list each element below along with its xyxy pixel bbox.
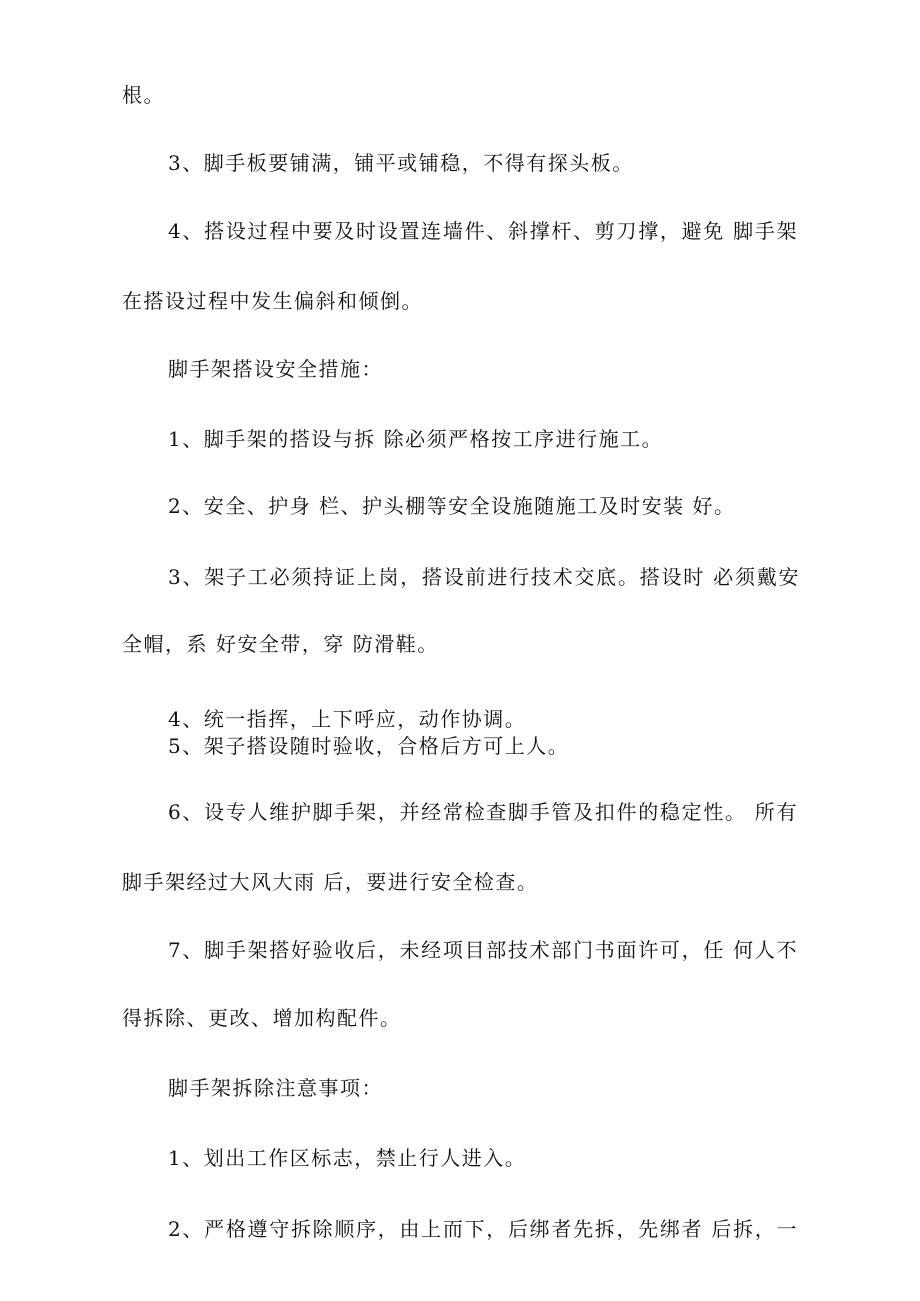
text-line: 3、脚手板要铺满，铺平或铺稳，不得有探头板。 [168, 151, 634, 175]
text-line: 在搭设过程中发生偏斜和倾倒。 [122, 289, 423, 313]
text-line: 3、架子工必须持证上岗，搭设前进行技术交底。搭设时 必须戴安 [168, 565, 800, 589]
text-line: 得拆除、更改、增加构配件。 [122, 1006, 402, 1030]
text-line: 1、划出工作区标志，禁止行人进入。 [168, 1146, 527, 1170]
text-line: 1、脚手架的搭设与拆 除必须严格按工序进行施工。 [168, 427, 664, 451]
text-line: 7、脚手架搭好验收后，未经项目部技术部门书面许可，任 何人不 [168, 938, 798, 962]
section-heading: 脚手架拆除注意事项： [168, 1076, 383, 1100]
text-line: 6、设专人维护脚手架，并经常检查脚手管及扣件的稳定性。 所有 [168, 800, 798, 824]
text-line: 根。 [122, 83, 165, 107]
section-heading: 脚手架搭设安全措施： [168, 357, 383, 381]
text-line: 2、严格遵守拆除顺序，由上而下，后绑者先拆，先绑者 后拆，一 [168, 1217, 798, 1241]
text-line: 4、统一指挥，上下呼应，动作协调。 [168, 707, 527, 731]
text-line: 2、安全、护身 栏、护头棚等安全设施随施工及时安装 好。 [168, 494, 736, 518]
text-line: 全帽，系 好安全带，穿 防滑鞋。 [122, 632, 439, 656]
text-line: 脚手架经过大风大雨 后，要进行安全检查。 [122, 870, 539, 894]
text-line: 4、搭设过程中要及时设置连墙件、斜撑杆、剪刀撑，避免 脚手架 [168, 219, 798, 243]
text-line: 5、架子搭设随时验收，合格后方可上人。 [168, 734, 570, 758]
